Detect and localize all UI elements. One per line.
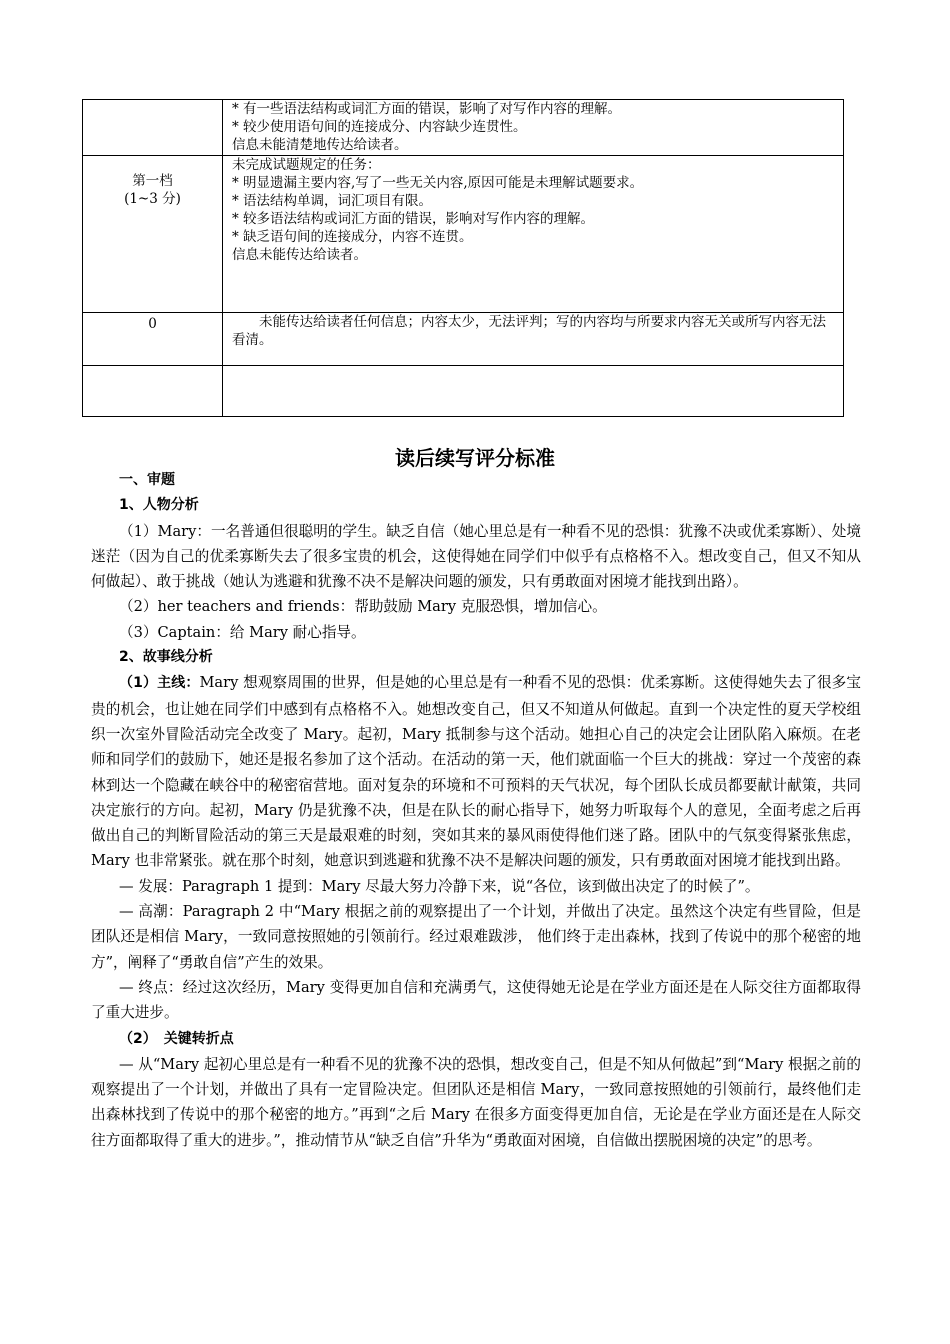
paragraph-label: （1）主线： <box>119 675 200 692</box>
criteria-line: * 较少使用语句间的连接成分、内容缺少连贯性。 <box>232 119 527 135</box>
criteria-line: 信息未能清楚地传达给读者。 <box>232 137 408 153</box>
paragraph: （3）Captain：给 Mary 耐心指导。 <box>119 623 366 641</box>
paragraph: （2）her teachers and friends：帮助鼓励 Mary 克服恐惧，增加信心。 <box>119 598 607 616</box>
empty-cell <box>223 366 844 417</box>
section-heading: 一、审题 <box>119 472 175 488</box>
paragraph: — 发展：Paragraph 1 提到：Mary 尽最大努力冷静下来，说“各位，该到做出决定了的时候了”。 <box>119 877 760 895</box>
criteria-line: 未完成试题规定的任务： <box>232 157 381 173</box>
level-cell <box>83 100 223 156</box>
criteria-cell <box>223 313 844 366</box>
level-name: 第一档 <box>132 173 173 189</box>
level-cell <box>83 156 223 313</box>
criteria-line: * 缺乏语句间的连接成分，内容不连贯。 <box>232 229 473 245</box>
paragraph: （1）Mary：一名普通但很聪明的学生。缺乏自信（她心里总是有一种看不见的恐惧：犹豫不决或优柔寡断）、处境迷茫（因为自己的优柔寡断失去了很多宝贵的机会，这使得她在同学们中似乎有点格格不入。想改变自己，但又不知从何做起）、敢于挑战（她认为逃避和犹豫不决不是解决问题的颁发，只有勇敢面对困境才能找到出路）。 <box>91 522 861 591</box>
table-row <box>83 100 844 156</box>
level-score: (1~3 分) <box>124 191 181 207</box>
criteria-cell <box>223 156 844 313</box>
table-row <box>83 313 844 366</box>
paragraph-label: （2） 关键转折点 <box>119 1030 234 1047</box>
paragraph-text: Mary 想观察周围的世界，但是她的心里总是有一种看不见的恐惧：优柔寡断。这使得她失去了很多宝贵的机会，也让她在同学们中感到有点格格不入。她想改变自己，但又不知道从何做起。直到一个决定性的夏天学校组织一次室外冒险活动完全改变了 Mary。起初，Mary 抵制参与这个活动。她担心自己的决定会让团队陷入麻烦。在老师和同学们的鼓励下，她还是报名参加了这个活动。在活动的第一天，他们就面临一个巨大的挑战：穿过一个茂密的森林到达一个隐藏在峡谷中的秘密宿营地。面对复杂的环境和不可预料的天气状况，每个团队长成员都要献计献策，共同决定旅行的方向。起初，Mary 仍是犹豫不决，但是在队长的耐心指导下，她努力听取每个人的意见，全面考虑之后再做出自己的判断冒险活动的第三天是最艰难的时刻，突如其来的暴风雨使得他们迷了路。团队中的气氛变得紧张焦虑，Mary 也非常紧张。就在那个时刻，她意识到逃避和犹豫不决不是解决问题的颁发，只有勇敢面对困境才能找到出路。 <box>91 674 861 870</box>
criteria-line: 信息未能传达给读者。 <box>232 247 367 263</box>
criteria-line: * 有一些语法结构或词汇方面的错误，影响了对写作内容的理解。 <box>232 101 622 117</box>
page-title: 读后续写评分标准 <box>395 446 555 470</box>
table-row <box>83 366 844 417</box>
paragraph: — 高潮：Paragraph 2 中“Mary 根据之前的观察提出了一个计划，并做出了决定。虽然这个决定有些冒险，但是团队还是相信 Mary，一致同意按照她的引领前行。经过艰难跋涉， 他们终于走出森林，找到了传说中的那个秘密的地方”，阐释了“勇敢自信”产生的效果。 <box>91 903 861 971</box>
scoring-rubric-table <box>82 99 844 417</box>
criteria-text: 未能传达给读者任何信息；内容太少，无法评判；写的内容均与所要求内容无关或所写内容无法看清。 <box>232 314 826 348</box>
paragraph <box>91 1026 861 1052</box>
paragraph: — 从“Mary 起初心里总是有一种看不见的犹豫不决的恐惧，想改变自己，但是不知从何做起”到“Mary 根据之前的观察提出了一个计划，并做出了具有一定冒险决定。但团队还是相信 Mary，一致同意按照她的引领前行，最终他们走出森林找到了传说中的那个秘密的地方。”再到“之后 Mary 在很多方面变得更加自信，无论是在学业方面还是在人际交往方面都取得了重大的进步。”，推动情节从“缺乏自信”升华为“勇敢面对困境，自信做出摆脱困境的决定”的思考。 <box>91 1055 861 1149</box>
paragraph: — 终点：经过这次经历，Mary 变得更加自信和充满勇气，这使得她无论是在学业方面还是在人际交往方面都取得了重大进步。 <box>91 978 861 1022</box>
criteria-line: * 明显遗漏主要内容,写了一些无关内容,原因可能是未理解试题要求。 <box>232 175 644 191</box>
section-heading: 1、人物分析 <box>119 497 199 514</box>
level-score: 0 <box>148 316 157 332</box>
table-row <box>83 156 844 313</box>
empty-cell <box>83 366 223 417</box>
level-cell <box>83 313 223 366</box>
document-body <box>91 468 861 1153</box>
criteria-line: * 语法结构单调，词汇项目有限。 <box>232 193 433 209</box>
paragraph <box>91 670 861 873</box>
section-heading: 2、故事线分析 <box>119 649 213 666</box>
criteria-line: * 较多语法结构或词汇方面的错误，影响对写作内容的理解。 <box>232 211 595 227</box>
criteria-cell <box>223 100 844 156</box>
